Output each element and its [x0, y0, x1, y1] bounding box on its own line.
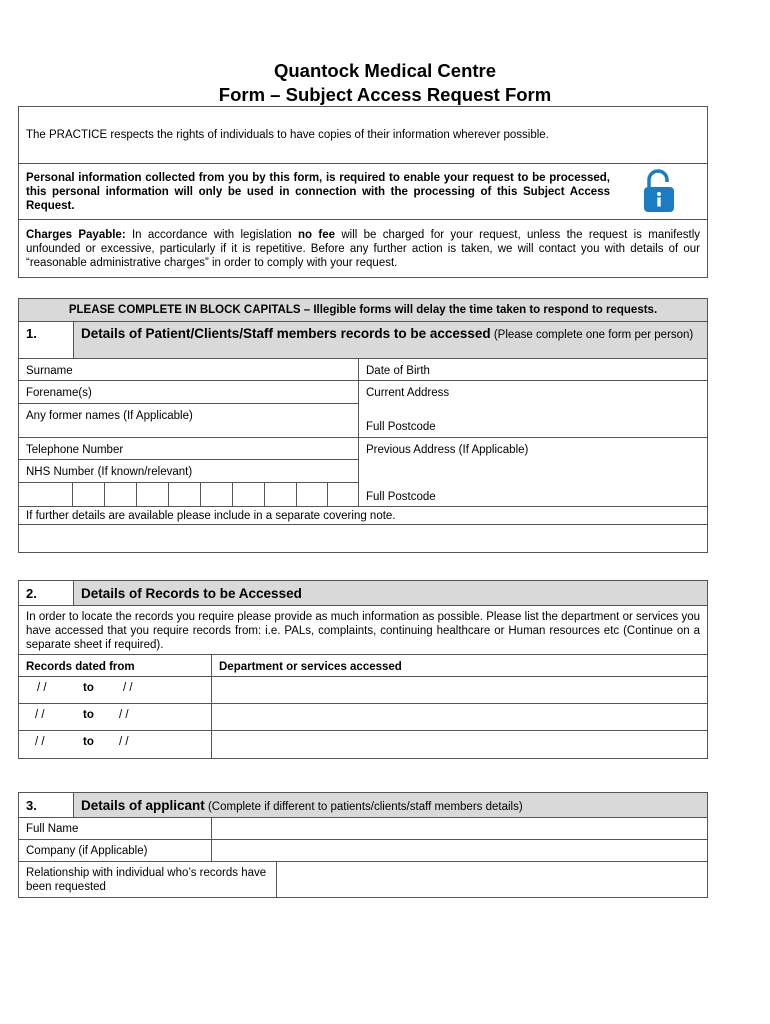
full-postcode-label-1: Full Postcode — [366, 421, 436, 433]
department-field[interactable] — [212, 704, 707, 730]
surname-label: Surname — [26, 365, 73, 377]
dob-label: Date of Birth — [366, 365, 430, 377]
department-header: Department or services accessed — [219, 661, 402, 673]
section2-number: 2. — [26, 586, 37, 601]
form-title: Form – Subject Access Request Form — [218, 84, 552, 105]
further-details-note: If further details are available please include in a separate covering note. — [26, 510, 396, 522]
relationship-field[interactable] — [277, 862, 707, 897]
former-names-label: Any former names (If Applicable) — [26, 410, 193, 422]
further-details-field[interactable] — [19, 525, 707, 552]
section1-number: 1. — [26, 326, 37, 341]
full-name-label: Full Name — [26, 823, 79, 835]
block-capitals-banner: PLEASE COMPLETE IN BLOCK CAPITALS – Illegible forms will delay the time taken to respond to requests. — [68, 304, 658, 316]
unlocked-padlock-info-icon — [640, 168, 678, 214]
section2-description: In order to locate the records you require please provide as much information as possible. Please list the department or services you have accessed that you require records from: i.e. PALs, complaints, continuing healthcare or Human resources etc (Continue on a separate sheet if required). — [26, 611, 700, 651]
department-field[interactable] — [212, 677, 707, 703]
date-range-row[interactable]: / / to / / — [37, 682, 133, 694]
practice-title: Quantock Medical Centre — [273, 60, 497, 81]
section1-heading: Details of Patient/Clients/Staff members records to be accessed (Please complete one form per person) — [81, 326, 694, 341]
relationship-label: Relationship with individual who’s records have been requested — [26, 867, 267, 893]
forename-label: Forename(s) — [26, 387, 92, 399]
previous-address-label: Previous Address (If Applicable) — [366, 444, 529, 456]
nhs-number-digit-boxes[interactable] — [72, 482, 358, 506]
section2-title: Details of Records to be Accessed — [81, 586, 302, 601]
records-dated-from-header: Records dated from — [26, 661, 135, 673]
date-range-row[interactable]: / / to / / — [35, 709, 129, 721]
date-range-row[interactable]: / / to / / — [35, 736, 129, 748]
department-field[interactable] — [212, 731, 707, 758]
rights-text: The PRACTICE respects the rights of individuals to have copies of their information wherever possible. — [26, 129, 549, 141]
full-postcode-label-2: Full Postcode — [366, 491, 436, 503]
current-address-label: Current Address — [366, 387, 450, 399]
company-field[interactable] — [212, 840, 707, 861]
telephone-label: Telephone Number — [26, 444, 124, 456]
personal-info-text: Personal information collected from you by this form, is required to enable your request to be processed, this personal information will only be used in connection with the processing of this Subject Access Request. — [26, 172, 610, 212]
charges-text: Charges Payable: In accordance with legislation no fee will be charged for your request, unless the request is manifestly unfounded or excessive, particularly if it is repetitive. Before any further action is taken, we will contact you with details of our “reasonable administrative charges” in order to comply with your request. — [26, 229, 701, 269]
section3-heading: Details of applicant (Complete if different to patients/clients/staff members details) — [81, 798, 523, 813]
full-name-field[interactable] — [212, 818, 707, 839]
company-label: Company (if Applicable) — [26, 845, 148, 857]
nhs-number-label: NHS Number (If known/relevant) — [26, 466, 193, 478]
section3-number: 3. — [26, 798, 37, 813]
